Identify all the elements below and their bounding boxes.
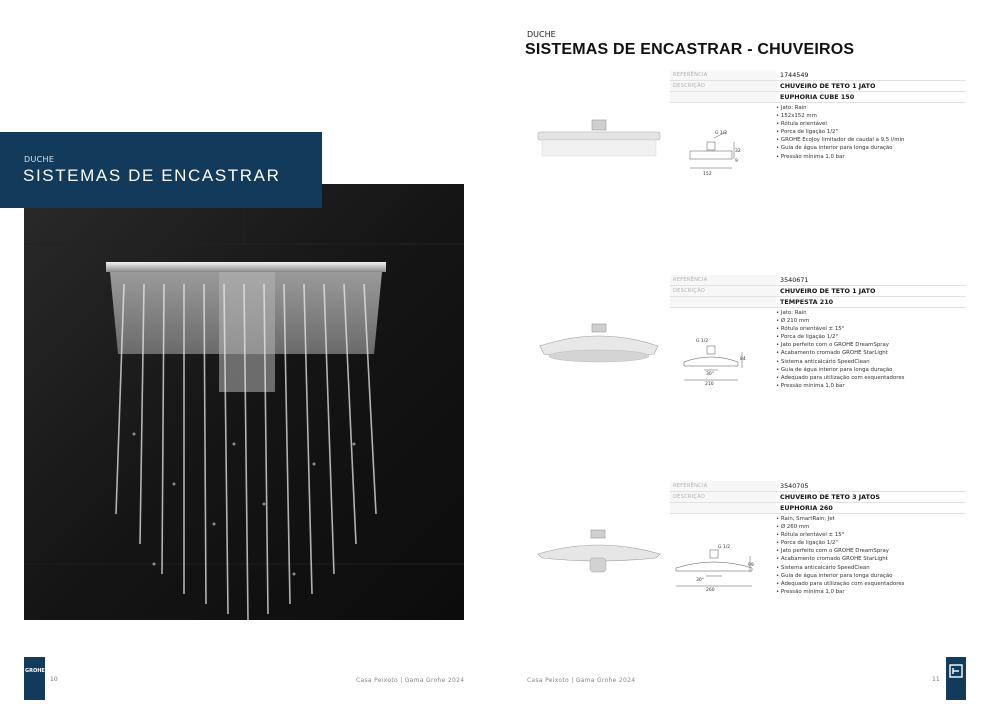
product-1-image bbox=[534, 118, 664, 164]
feature-item: • Sistema anticalcário SpeedClean bbox=[776, 564, 905, 572]
feature-item: • Rótula orientável ± 15° bbox=[776, 325, 905, 333]
feature-list bbox=[776, 309, 905, 390]
shower-photo-illustration bbox=[24, 184, 464, 620]
grohe-logo-text: GROHE bbox=[25, 668, 45, 674]
feature-item: • Adequado para utilização com esquentadores bbox=[776, 580, 905, 588]
product-2-image bbox=[534, 322, 664, 374]
product-name: CHUVEIRO DE TETO 1 JATO bbox=[780, 82, 876, 90]
right-page-number: 11 bbox=[932, 676, 940, 683]
product-3-image bbox=[534, 528, 664, 576]
dim-top: G 1/2 bbox=[696, 339, 709, 344]
reference-label: REFERÊNCIA bbox=[670, 275, 776, 285]
feature-item: • Sistema anticalcário SpeedClean bbox=[776, 358, 905, 366]
right-page-title: SISTEMAS DE ENCASTRAR - CHUVEIROS bbox=[525, 41, 855, 58]
feature-list bbox=[776, 515, 905, 596]
dim-height: 32 bbox=[735, 149, 741, 154]
right-category: DUCHE bbox=[527, 30, 556, 39]
reference-label: REFERÊNCIA bbox=[670, 481, 776, 491]
feature-item: • GROHE EcoJoy limitador de caudal a 9,5 l/min bbox=[776, 136, 904, 144]
left-page-number: 10 bbox=[50, 676, 58, 683]
dim-offset: 9 bbox=[735, 159, 738, 164]
feature-item: • Rótula orientável ± 15° bbox=[776, 531, 905, 539]
feature-item: • Jato: Rain bbox=[776, 104, 904, 112]
banner-category: DUCHE bbox=[24, 155, 55, 164]
feature-item: • Ø 210 mm bbox=[776, 317, 905, 325]
dim-height: 84 bbox=[740, 357, 746, 362]
feature-item: • Pressão mínima 1,0 bar bbox=[776, 588, 905, 596]
product-reference: 3540671 bbox=[780, 276, 809, 284]
brand-logo-mark bbox=[946, 657, 966, 700]
shower-photo bbox=[24, 184, 464, 620]
product-name: CHUVEIRO DE TETO 1 JATO bbox=[780, 287, 876, 295]
dim-width: 152 bbox=[703, 172, 712, 176]
feature-item: • Porca de ligação 1/2" bbox=[776, 128, 904, 136]
feature-item: • Acabamento cromado GROHE StarLight bbox=[776, 555, 905, 563]
product-name: CHUVEIRO DE TETO 3 JATOS bbox=[780, 493, 881, 501]
banner-title: SISTEMAS DE ENCASTRAR bbox=[23, 166, 281, 185]
product-2-drawing bbox=[676, 334, 748, 386]
product-3-drawing bbox=[672, 542, 756, 592]
reference-label: REFERÊNCIA bbox=[670, 70, 776, 80]
left-footer-text: Casa Peixoto | Gama Grohe 2024 bbox=[356, 677, 465, 684]
description-label: DESCRIÇÃO bbox=[670, 286, 776, 296]
feature-item: • Pressão mínima 1,0 bar bbox=[776, 153, 904, 161]
product-model: EUPHORIA 260 bbox=[780, 504, 833, 512]
product-model: EUPHORIA CUBE 150 bbox=[780, 93, 855, 101]
product-1-drawing bbox=[684, 128, 744, 176]
dim-height: 99 bbox=[748, 563, 754, 568]
feature-item: • Jato perfeito com o GROHE DreamSpray bbox=[776, 547, 905, 555]
feature-item: • Guia de água interior para longa duração bbox=[776, 572, 905, 580]
feature-item: • Porca de ligação 1/2" bbox=[776, 333, 905, 341]
feature-item: • Guia de água interior para longa duração bbox=[776, 144, 904, 152]
description-label: DESCRIÇÃO bbox=[670, 81, 776, 91]
dim-top: G 1/2 bbox=[718, 545, 731, 550]
product-reference: 1744549 bbox=[780, 71, 809, 79]
feature-item: • 152x152 mm bbox=[776, 112, 904, 120]
section-banner bbox=[0, 132, 322, 208]
feature-item: • Jato: Rain bbox=[776, 309, 905, 317]
right-footer-text: Casa Peixoto | Gama Grohe 2024 bbox=[527, 677, 636, 684]
dim-angle: 30° bbox=[696, 578, 704, 583]
brand-logo-icon bbox=[946, 657, 966, 700]
description-label: DESCRIÇÃO bbox=[670, 492, 776, 502]
feature-item: • Rótula orientável bbox=[776, 120, 904, 128]
dim-width: 260 bbox=[706, 588, 715, 592]
dim-width: 210 bbox=[705, 382, 714, 386]
feature-item: • Ø 260 mm bbox=[776, 523, 905, 531]
grohe-logo bbox=[24, 657, 45, 700]
dim-top: G 1/2 bbox=[715, 131, 728, 136]
dim-angle: 30° bbox=[706, 372, 714, 377]
feature-item: • Jato perfeito com o GROHE DreamSpray bbox=[776, 341, 905, 349]
feature-item: • Porca de ligação 1/2" bbox=[776, 539, 905, 547]
feature-item: • Pressão mínima 1,0 bar bbox=[776, 382, 905, 390]
feature-item: • Guia de água interior para longa duração bbox=[776, 366, 905, 374]
product-reference: 3540705 bbox=[780, 482, 809, 490]
feature-item: • Adequado para utilização com esquentadores bbox=[776, 374, 905, 382]
product-model: TEMPESTA 210 bbox=[780, 298, 834, 306]
feature-item: • Rain, SmartRain, Jet bbox=[776, 515, 905, 523]
feature-list bbox=[776, 104, 904, 161]
feature-item: • Acabamento cromado GROHE StarLight bbox=[776, 349, 905, 357]
